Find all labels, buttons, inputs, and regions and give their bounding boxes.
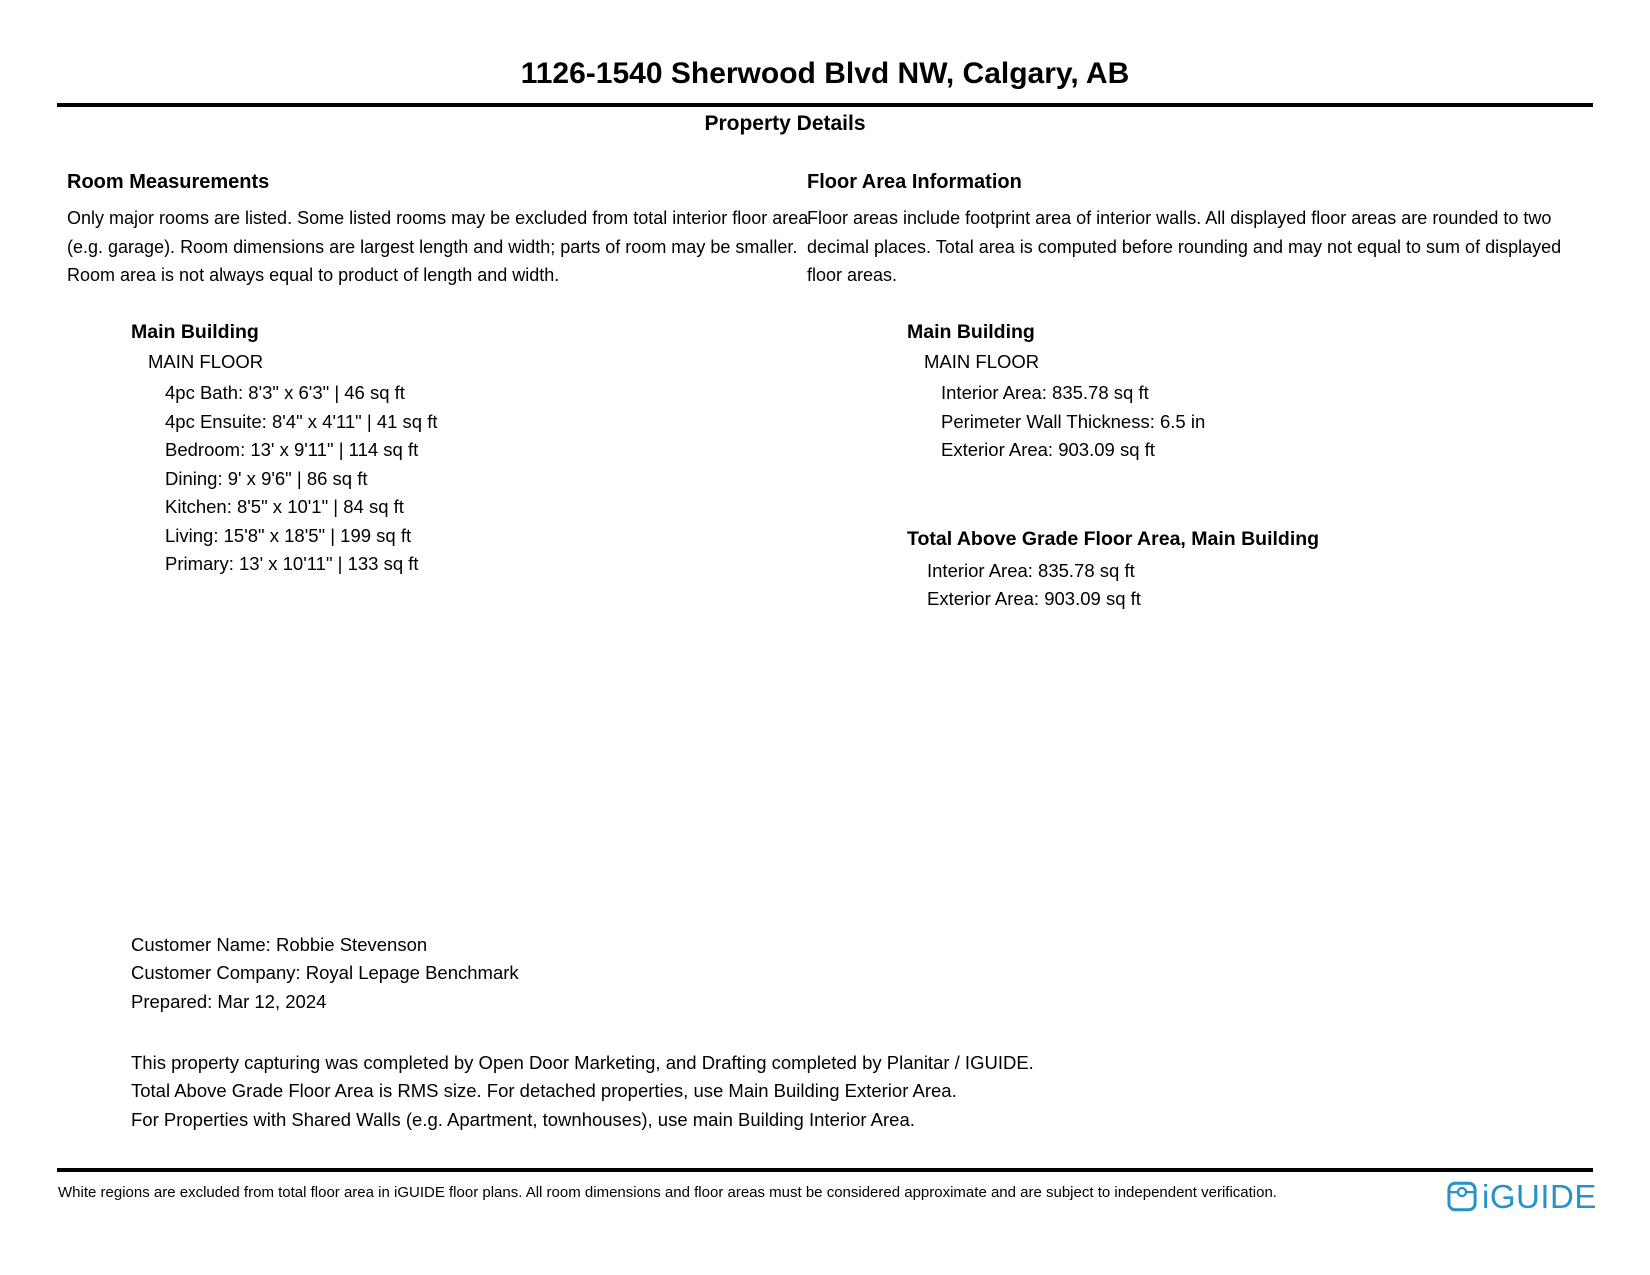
- note-line: Total Above Grade Floor Area is RMS size. For detached properties, use Main Building Exterior Area.: [131, 1080, 957, 1102]
- description-line: Floor areas include footprint area of interior walls. All displayed floor areas are rounded to two: [807, 208, 1552, 228]
- total-stat-item: Interior Area: 835.78 sq ft: [927, 560, 1135, 581]
- building-name: Main Building: [131, 321, 259, 343]
- description-line: decimal places. Total area is computed before rounding and may not equal to sum of displayed: [807, 236, 1562, 257]
- note-line: This property capturing was completed by Open Door Marketing, and Drafting completed by Planitar / IGUIDE.: [131, 1052, 1034, 1073]
- floor-name: MAIN FLOOR: [148, 351, 264, 372]
- page-title: 1126-1540 Sherwood Blvd NW, Calgary, AB: [520, 57, 1130, 90]
- floor-stat-item: Perimeter Wall Thickness: 6.5 in: [941, 410, 1206, 432]
- iguide-camera-icon: [1447, 1181, 1477, 1212]
- header-divider: [57, 103, 1593, 107]
- description-line: (e.g. garage). Room dimensions are largest length and width; parts of room may be smaller.: [67, 236, 798, 257]
- floor-area-section: [807, 169, 1562, 290]
- room-item: 4pc Ensuite: 8'4" x 4'11" | 41 sq ft: [165, 410, 438, 432]
- description-line: Only major rooms are listed. Some listed rooms may be excluded from total interior floor area: [67, 208, 809, 228]
- note-line: For Properties with Shared Walls (e.g. Apartment, townhouses), use main Building Interior Area.: [131, 1108, 915, 1130]
- room-item: Bedroom: 13' x 9'11" | 114 sq ft: [165, 439, 419, 460]
- total-stat-item: Exterior Area: 903.09 sq ft: [927, 588, 1141, 610]
- customer-company-line: Customer Company: Royal Lepage Benchmark: [131, 962, 519, 984]
- floor-area-heading: Floor Area Information: [807, 171, 1022, 193]
- total-above-grade-heading: Total Above Grade Floor Area, Main Building: [907, 528, 1320, 550]
- room-item: Living: 15'8" x 18'5" | 199 sq ft: [165, 524, 412, 546]
- floor-area-description: [807, 204, 1562, 290]
- footer-divider: [57, 1168, 1593, 1172]
- room-measurements-section: [67, 169, 809, 290]
- room-measurements-building-block: [131, 318, 438, 579]
- description-line: floor areas.: [807, 265, 898, 286]
- room-measurements-heading: Room Measurements: [67, 171, 270, 193]
- customer-info: [131, 931, 519, 1016]
- notes: [131, 1049, 1034, 1134]
- building-name: Main Building: [907, 321, 1035, 343]
- customer-name-line: Customer Name: Robbie Stevenson: [131, 934, 428, 955]
- page-subtitle: Property Details: [704, 112, 866, 135]
- room-list: [165, 379, 438, 579]
- room-item: Dining: 9' x 9'6" | 86 sq ft: [165, 467, 368, 489]
- room-item: 4pc Bath: 8'3" x 6'3" | 46 sq ft: [165, 382, 405, 403]
- floor-stat-item: Interior Area: 835.78 sq ft: [941, 382, 1149, 403]
- floor-name: MAIN FLOOR: [924, 351, 1040, 372]
- footer-disclaimer: White regions are excluded from total floor area in iGUIDE floor plans. All room dimensions and floor areas must be considered approximate and are subject to independent verification.: [58, 1184, 1277, 1201]
- description-line: Room area is not always equal to product of length and width.: [67, 265, 560, 286]
- iguide-logo-text: iGUIDE: [1482, 1177, 1597, 1215]
- iguide-logo: [1447, 1179, 1597, 1213]
- room-item: Primary: 13' x 10'11" | 133 sq ft: [165, 553, 419, 574]
- floor-stat-list: [941, 379, 1205, 465]
- floor-stat-item: Exterior Area: 903.09 sq ft: [941, 439, 1155, 460]
- room-measurements-description: [67, 204, 809, 290]
- total-stat-list: [927, 557, 1319, 614]
- total-above-grade-block: [907, 525, 1319, 614]
- prepared-date-line: Prepared: Mar 12, 2024: [131, 990, 327, 1012]
- floor-area-building-block: [907, 318, 1205, 465]
- room-item: Kitchen: 8'5" x 10'1" | 84 sq ft: [165, 496, 404, 517]
